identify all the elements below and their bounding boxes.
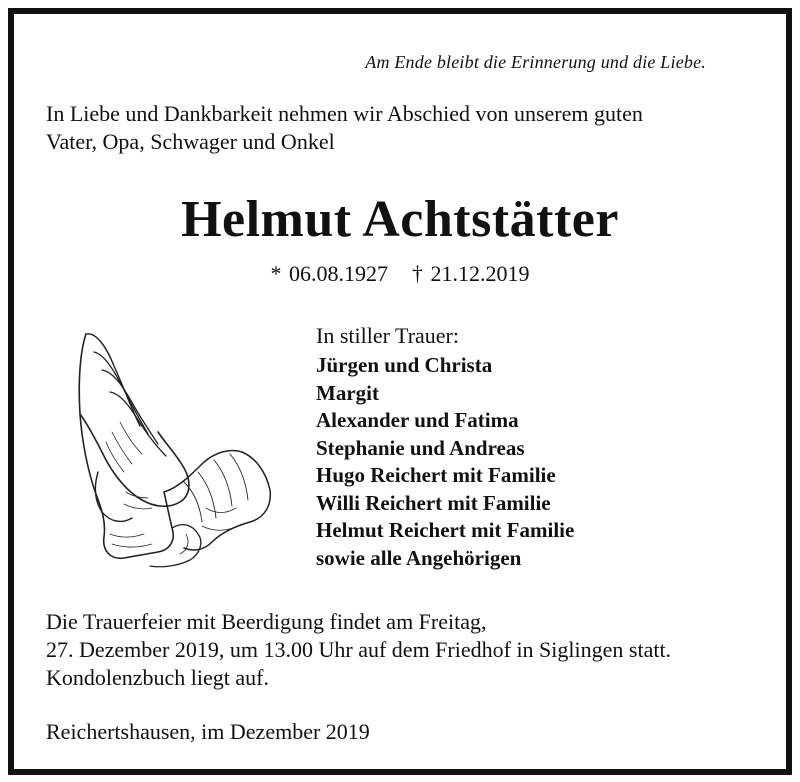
mourner-entry: Jürgen und Christa [316,353,493,377]
mourner-entry: Margit [316,380,379,405]
mourners-section [316,322,756,572]
obituary-frame [8,8,792,775]
praying-hands-icon [66,322,276,572]
deceased-name: Helmut Achtstätter [181,191,619,248]
funeral-line: Kondolenzbuch liegt auf. [46,665,269,690]
motto: Am Ende bleibt die Erinnerung und die Liebe. [365,52,706,72]
death-date: † 21.12.2019 [412,261,530,286]
intro-line: In Liebe und Dankbarkeit nehmen wir Abschied von unserem guten [46,101,643,126]
funeral-line: 27. Dezember 2019, um 13.00 Uhr auf dem Friedhof in Siglingen statt. [46,637,672,662]
intro-text [46,100,746,156]
funeral-line: Die Trauerfeier mit Beerdigung findet am Freitag, [46,609,487,634]
mourner-entry: Hugo Reichert mit Familie [316,463,556,487]
mourner-entry: Alexander und Fatima [316,408,519,432]
funeral-info [46,608,776,692]
mourners-label: In stiller Trauer: [316,323,459,348]
mourner-entry: sowie alle Angehörigen [316,545,522,570]
place-date: Reichertshausen, im Dezember 2019 [46,719,370,744]
mourner-entry: Stephanie und Andreas [316,435,525,460]
mourner-entry: Helmut Reichert mit Familie [316,518,575,542]
mourner-entry: Willi Reichert mit Familie [316,490,551,515]
mourners-list [316,352,756,572]
intro-line: Vater, Opa, Schwager und Onkel [46,129,335,154]
birth-date: * 06.08.1927 [270,261,388,286]
life-dates [14,261,786,287]
